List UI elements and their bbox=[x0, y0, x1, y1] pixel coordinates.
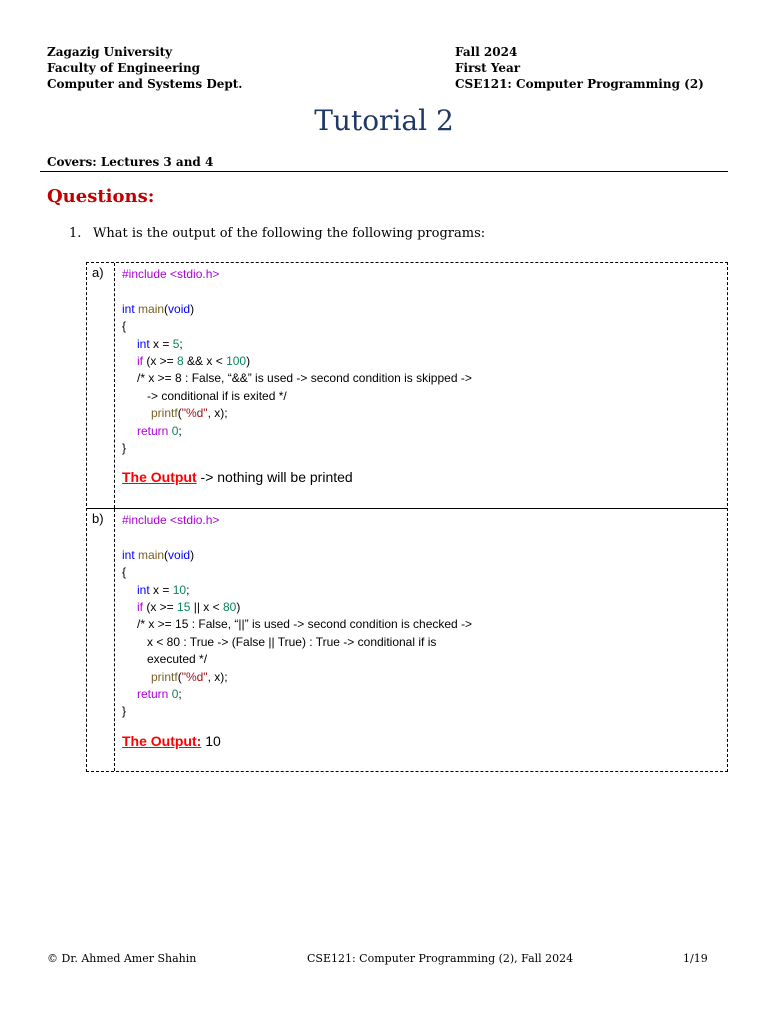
code-comment: /* x >= 8 : False, “&&” is used -> second condition is skipped -> bbox=[137, 371, 472, 386]
code-line: return 0; bbox=[137, 423, 182, 438]
code-line: int x = 10; bbox=[137, 582, 190, 597]
question-1 bbox=[69, 226, 485, 241]
output-line bbox=[122, 467, 727, 487]
department-name: Computer and Systems Dept. bbox=[47, 77, 243, 91]
header-left bbox=[47, 44, 242, 92]
code-line: if (x >= 8 && x < 100) bbox=[137, 353, 251, 368]
code-comment: /* x >= 15 : False, “||” is used -> second condition is checked -> bbox=[137, 617, 473, 632]
code-row-a bbox=[87, 263, 727, 509]
year-level: First Year bbox=[455, 61, 521, 75]
university-name: Zagazig University bbox=[47, 45, 173, 59]
output-line bbox=[122, 731, 727, 751]
output-text: 10 bbox=[201, 732, 221, 749]
part-label: b) bbox=[87, 509, 115, 771]
code-line: { bbox=[122, 565, 127, 580]
part-label: a) bbox=[87, 263, 115, 508]
header-right bbox=[455, 44, 704, 92]
code-line: int main(void) bbox=[122, 547, 195, 562]
code-line: #include <stdio.h> bbox=[122, 513, 220, 527]
code-line: #include <stdio.h> bbox=[122, 267, 220, 281]
code-comment: x < 80 : True -> (False || True) : True -> conditional if is bbox=[147, 634, 437, 649]
code-comment: executed */ bbox=[147, 652, 208, 667]
page-title: Tutorial 2 bbox=[314, 104, 454, 137]
code-line: int x = 5; bbox=[137, 336, 183, 351]
header-divider bbox=[40, 171, 728, 172]
output-label: The Output: bbox=[122, 732, 202, 749]
code-line: int main(void) bbox=[122, 301, 195, 316]
code-block bbox=[115, 509, 727, 771]
code-line: } bbox=[122, 704, 127, 719]
output-label: The Output bbox=[122, 469, 197, 486]
semester: Fall 2024 bbox=[455, 45, 518, 59]
code-line: } bbox=[122, 440, 127, 455]
code-line: return 0; bbox=[137, 686, 182, 701]
code-row-b bbox=[87, 509, 727, 771]
course-name: CSE121: Computer Programming (2) bbox=[455, 77, 704, 91]
code-table bbox=[86, 262, 728, 772]
code-line: if (x >= 15 || x < 80) bbox=[137, 599, 241, 614]
question-number: 1. bbox=[69, 226, 82, 241]
faculty-name: Faculty of Engineering bbox=[47, 61, 201, 75]
code-comment: -> conditional if is exited */ bbox=[147, 388, 287, 403]
code-line: { bbox=[122, 319, 127, 334]
page-number: 1/19 bbox=[683, 952, 708, 965]
question-text: What is the output of the following the following programs: bbox=[93, 226, 486, 241]
code-line: printf("%d", x); bbox=[151, 406, 228, 421]
code-block bbox=[115, 263, 727, 508]
footer-author: © Dr. Ahmed Amer Shahin bbox=[47, 952, 197, 965]
code-line: printf("%d", x); bbox=[151, 669, 228, 684]
covers-line: Covers: Lectures 3 and 4 bbox=[47, 155, 214, 169]
section-heading: Questions: bbox=[47, 186, 155, 207]
output-text: -> nothing will be printed bbox=[196, 469, 353, 486]
footer-course: CSE121: Computer Programming (2), Fall 2024 bbox=[307, 952, 574, 965]
